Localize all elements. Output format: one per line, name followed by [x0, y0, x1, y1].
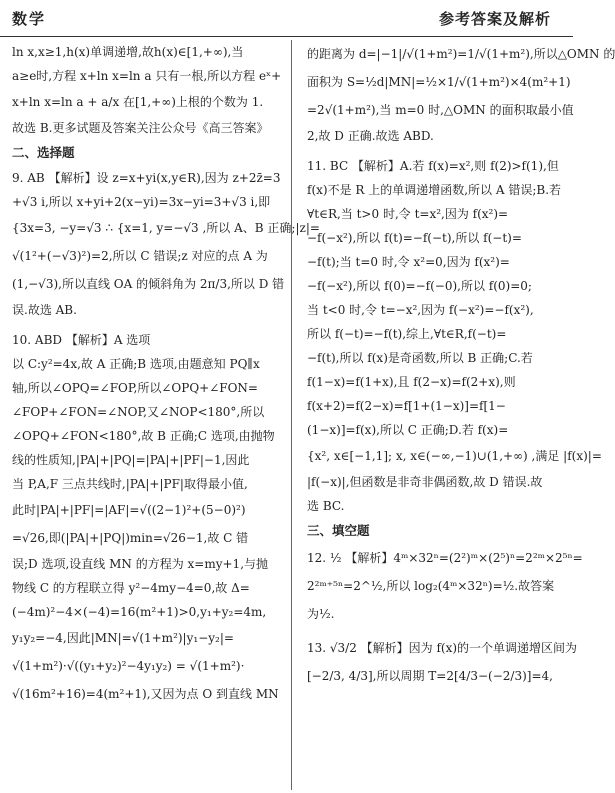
text-line: 2²ᵐ⁺⁵ⁿ=2^½,所以 log₂(4ᵐ×32ⁿ)=½.故答案: [307, 579, 555, 593]
text-line: x+ln x=ln a + a/x 在[1,+∞)上根的个数为 1.: [12, 95, 264, 109]
text-line: 误;D 选项,设直线 MN 的方程为 x=my+1,与抛: [12, 557, 269, 571]
column-divider: [291, 40, 292, 790]
text-line: 面积为 S=½d|MN|=½×1/√(1+m²)×4(m²+1): [307, 75, 571, 89]
section-title: 参考答案及解析: [438, 10, 551, 28]
text-line: (1,−√3),所以直线 OA 的倾斜角为 2π/3,所以 D 错: [12, 277, 285, 291]
text-line: |f(−x)|,但函数是非奇非偶函数,故 D 错误.故: [307, 475, 543, 489]
text-line: 13. √3/2 【解析】因为 f(x)的一个单调递增区间为: [307, 641, 578, 655]
text-line: f(x)不是 R 上的单调递增函数,所以 A 错误;B.若: [307, 183, 562, 197]
text-line: 误.故选 AB.: [12, 303, 77, 317]
text-line: ∠OPQ+∠FON<180°,故 B 正确;C 选项,由抛物: [12, 429, 275, 443]
text-line: 10. ABD 【解析】A 选项: [12, 333, 151, 347]
left-column: [12, 40, 320, 708]
text-line: f(1−x)=f(1+x),且 f(2−x)=f(2+x),则: [307, 375, 516, 389]
text-line: √(1+m²)·√((y₁+y₂)²−4y₁y₂) = √(1+m²)·: [12, 659, 245, 673]
text-line: 12. ½ 【解析】4ᵐ×32ⁿ=(2²)ᵐ×(2⁵)ⁿ=2²ᵐ×2⁵ⁿ=: [307, 551, 583, 565]
text-line: −f(t),所以 f(x)是奇函数,所以 B 正确;C.若: [307, 351, 533, 365]
text-line: y₁y₂=−4,因此|MN|=√(1+m²)|y₁−y₂|=: [12, 631, 234, 645]
text-line: 当 P,A,F 三点共线时,|PA|+|PF|取得最小值,: [12, 477, 248, 491]
text-line: 线的性质知,|PA|+|PQ|=|PA|+|PF|−1,因此: [12, 453, 250, 467]
text-line: 物线 C 的方程联立得 y²−4my−4=0,故 Δ=: [12, 581, 250, 595]
text-line: {3x=3, −y=√3 ∴ {x=1, y=−√3 ,所以 A、B 正确;|z|=: [12, 221, 320, 235]
right-column: [307, 40, 615, 690]
text-line: 选 BC.: [307, 499, 345, 513]
text-line: 9. AB 【解析】设 z=x+yi(x,y∈R),因为 z+2z̄=3: [12, 171, 281, 185]
text-line: [−2/3, 4/3],所以周期 T=2[4/3−(−2/3)]=4,: [307, 669, 553, 683]
text-line: 为½.: [307, 607, 335, 621]
subject-title: 数学: [12, 10, 47, 28]
text-line: ∀t∈R,当 t>0 时,令 t=x²,因为 f(x²)=: [307, 207, 509, 221]
text-line: =2√(1+m²),当 m=0 时,△OMN 的面积取最小值: [307, 103, 574, 117]
text-line: 故选 B.更多试题及答案关注公众号《高三答案》: [12, 121, 269, 135]
text-line: 轴,所以∠OPQ=∠FOP,所以∠OPQ+∠FON=: [12, 381, 258, 395]
text-line: f(x+2)=f(2−x)=f[1+(1−x)]=f[1−: [307, 399, 506, 413]
text-line: ∠FOP+∠FON=∠NOP,又∠NOP<180°,所以: [12, 405, 265, 419]
text-line: −f(t);当 t=0 时,令 x²=0,因为 f(x²)=: [307, 255, 510, 269]
text-line: +√3 i,所以 x+yi+2(x−yi)=3x−yi=3+√3 i,即: [12, 195, 271, 209]
text-line: 2,故 D 正确.故选 ABD.: [307, 129, 434, 143]
text-line: 当 t<0 时,令 t=−x²,因为 f(−x²)=−f(x²),: [307, 303, 534, 317]
page-header: [0, 0, 573, 37]
text-line: −f(−x²),所以 f(t)=−f(−t),所以 f(−t)=: [307, 231, 522, 245]
text-line: 此时|PA|+|PF|=|AF|=√((2−1)²+(5−0)²): [12, 503, 246, 517]
text-line: 以 C:y²=4x,故 A 正确;B 选项,由题意知 PQ∥x: [12, 357, 260, 371]
text-line: √(16m²+16)=4(m²+1),又因为点 O 到直线 MN: [12, 687, 279, 701]
text-line: (1−x)]=f(x),所以 C 正确;D.若 f(x)=: [307, 423, 509, 437]
text-line: −f(−x²),所以 f(0)=−f(−0),所以 f(0)=0;: [307, 279, 532, 293]
text-line: 的距离为 d=|−1|/√(1+m²)=1/√(1+m²),所以△OMN 的: [307, 47, 615, 61]
text-line: 所以 f(−t)=−f(t),综上,∀t∈R,f(−t)=: [307, 327, 507, 341]
text-line: 11. BC 【解析】A.若 f(x)=x²,则 f(2)>f(1),但: [307, 159, 559, 173]
section-heading: 三、填空题: [307, 523, 370, 538]
text-line: √(1²+(−√3)²)=2,所以 C 错误;z 对应的点 A 为: [12, 249, 268, 263]
text-line: ln x,x≥1,h(x)单调递增,故h(x)∈[1,+∞),当: [12, 45, 244, 59]
text-line: (−4m)²−4×(−4)=16(m²+1)>0,y₁+y₂=4m,: [12, 605, 267, 619]
section-heading: 二、选择题: [12, 145, 75, 160]
text-line: =√26,即(|PA|+|PQ|)min=√26−1,故 C 错: [12, 531, 249, 545]
text-line: {x², x∈[−1,1]; x, x∈(−∞,−1)∪(1,+∞) ,满足 |f(x)|=: [307, 449, 602, 463]
text-line: a≥e时,方程 x+ln x=ln a 只有一根,所以方程 eˣ+: [12, 69, 282, 83]
